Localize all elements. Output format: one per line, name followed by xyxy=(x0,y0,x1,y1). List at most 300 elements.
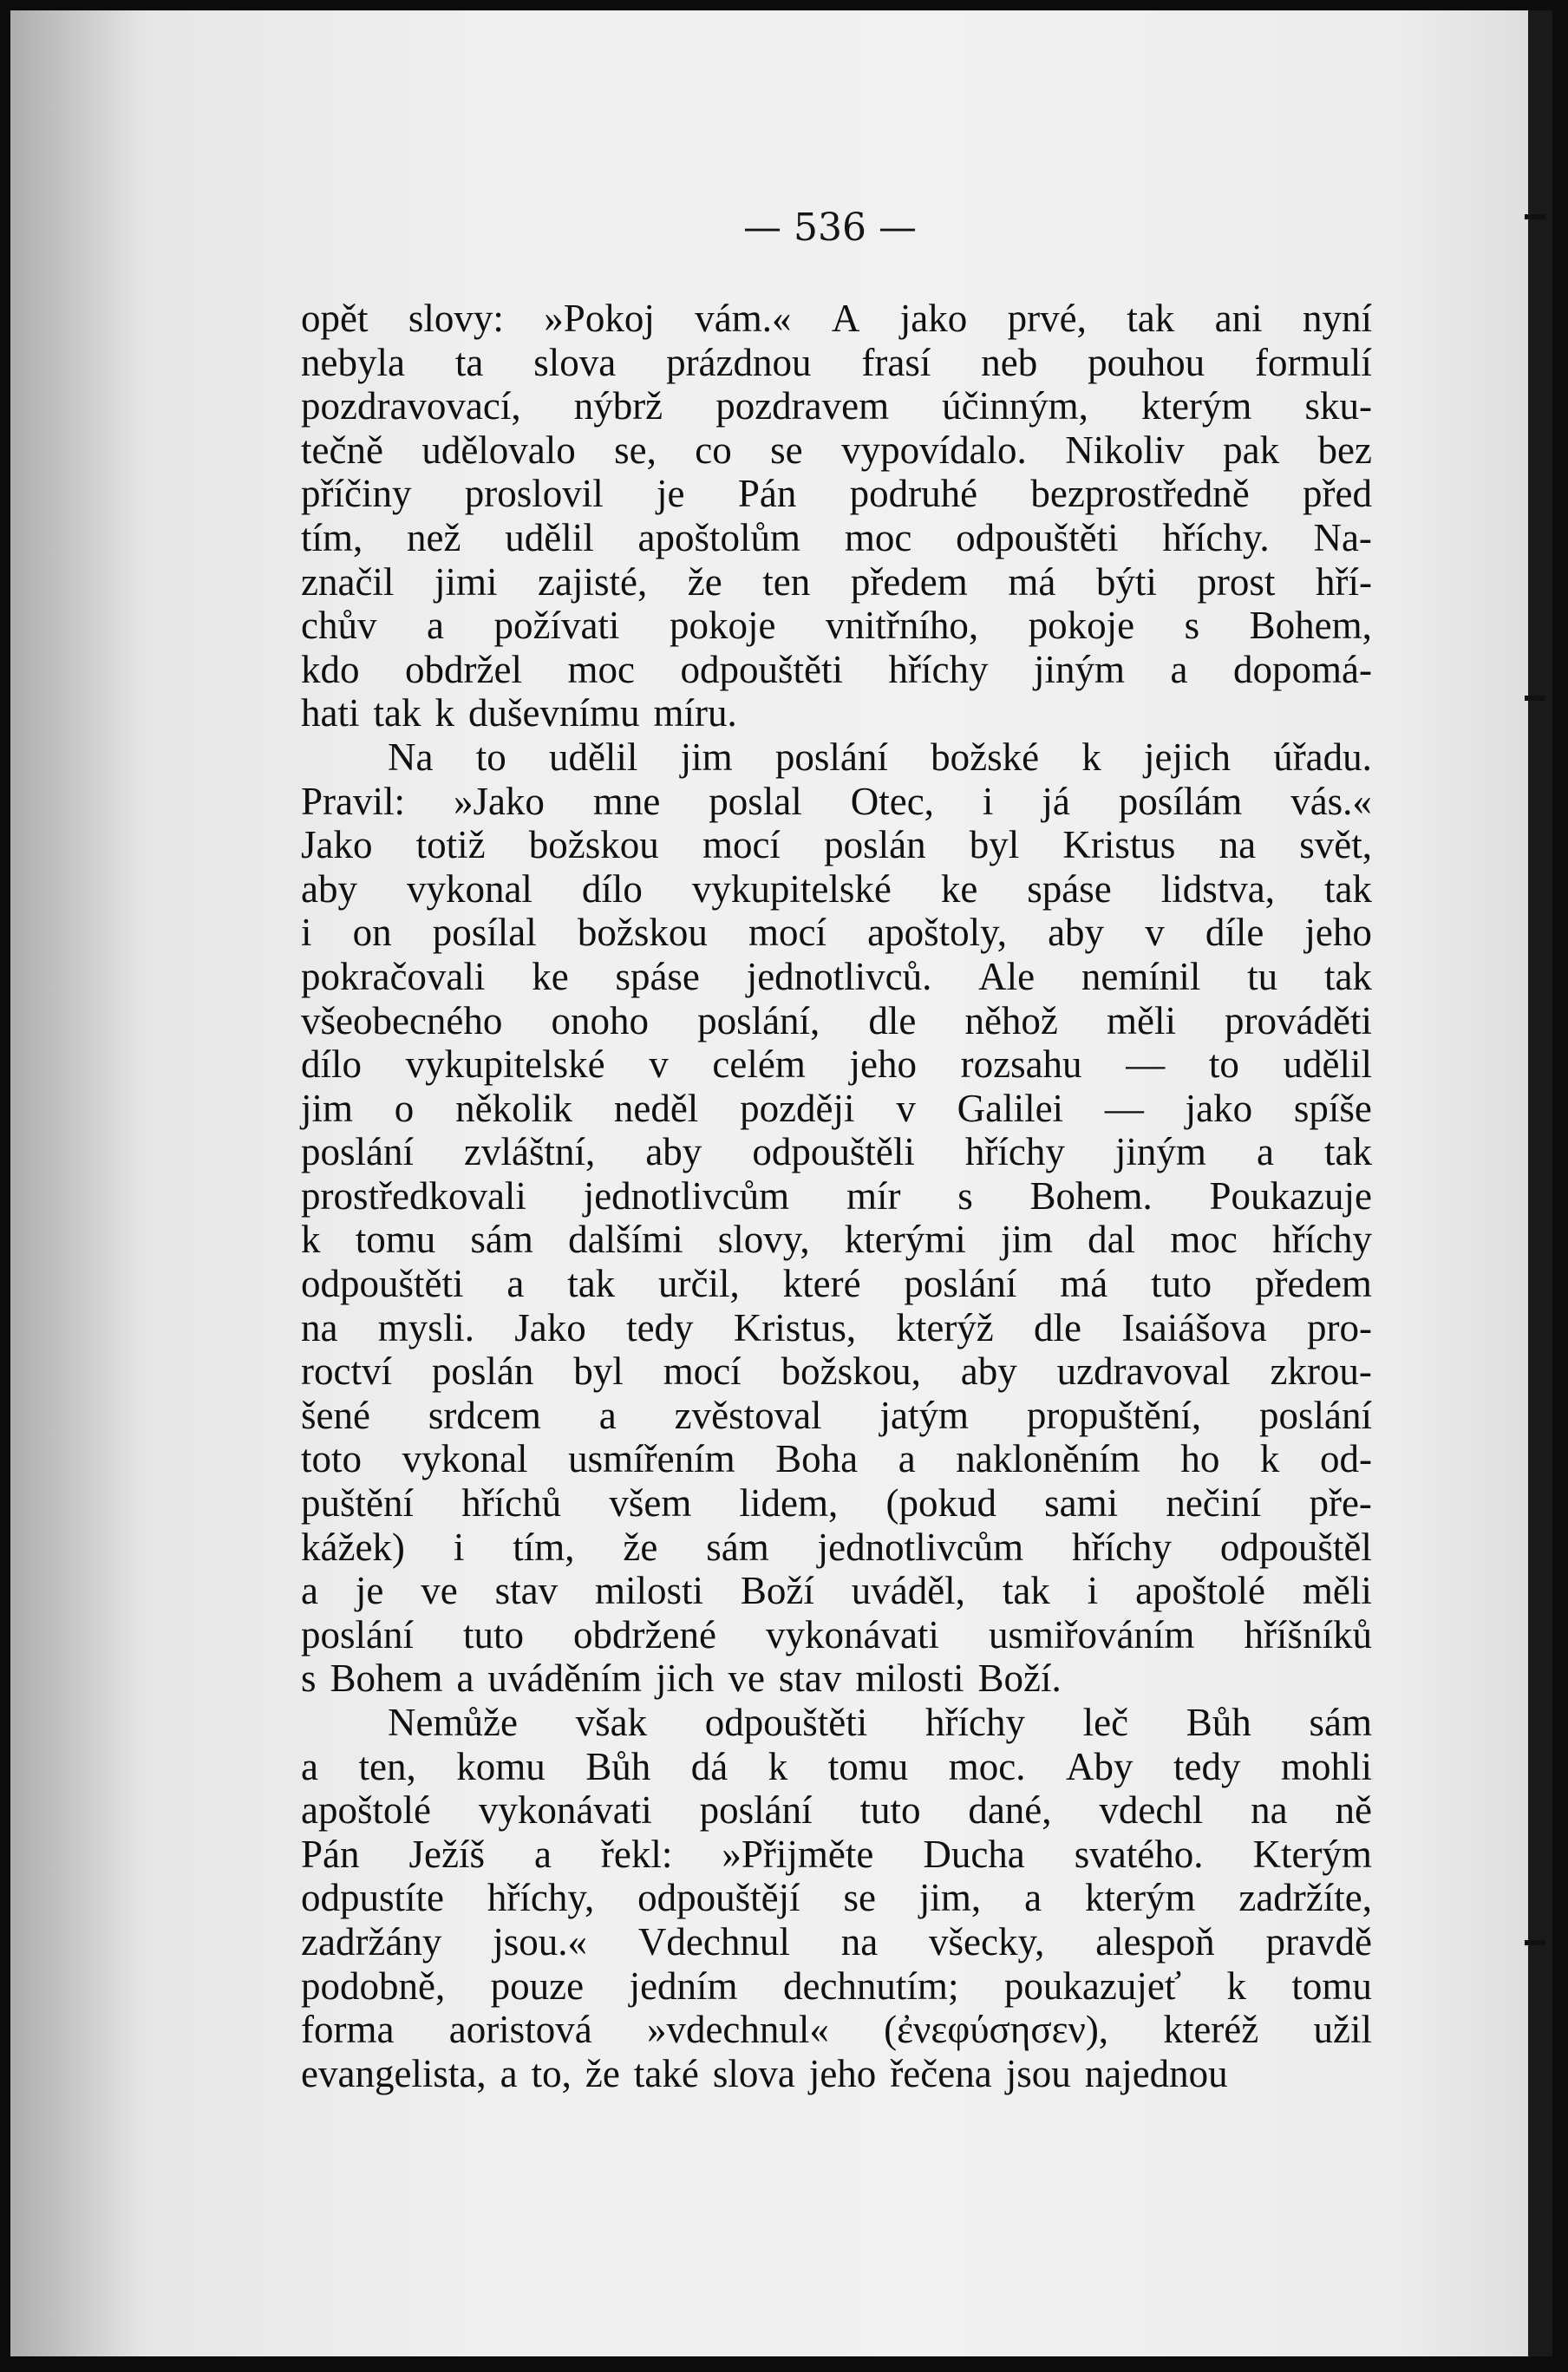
word: moc. xyxy=(948,1744,1026,1788)
word: předem xyxy=(1255,1262,1372,1306)
word: aoristová xyxy=(448,2008,592,2052)
text-line xyxy=(301,384,1372,428)
text-line xyxy=(301,1130,1372,1174)
word: i xyxy=(301,911,312,955)
word: nýbrž xyxy=(573,384,663,428)
word: udělil xyxy=(505,515,594,559)
word: jednotlivcům xyxy=(817,1525,1024,1569)
word: vykonal xyxy=(406,866,532,911)
word: formulí xyxy=(1254,340,1372,384)
word: prováděti xyxy=(1225,998,1372,1042)
text-line xyxy=(301,516,1372,560)
word: tuto xyxy=(859,1788,921,1833)
word: pouze xyxy=(490,1964,585,2008)
word: poslán xyxy=(431,1349,534,1394)
word: Jako xyxy=(514,1305,586,1349)
word: odpouštěl xyxy=(1219,1525,1372,1569)
word: jim xyxy=(301,1086,354,1130)
word: vykonávati xyxy=(478,1788,652,1833)
text-line xyxy=(301,1613,1372,1657)
word: svatého. xyxy=(1074,1832,1204,1876)
text-line xyxy=(301,1876,1372,1920)
word: užil xyxy=(1313,2008,1372,2052)
word: hříchy xyxy=(924,1701,1025,1744)
word: božskou, xyxy=(781,1349,921,1394)
word: dle xyxy=(868,998,917,1042)
word: ve xyxy=(728,1656,765,1701)
word: slova xyxy=(533,340,617,384)
word: jim xyxy=(680,735,733,779)
word: tak xyxy=(1323,954,1372,998)
word: k xyxy=(1226,1964,1246,2008)
word: Ježíš xyxy=(408,1832,485,1876)
word: se xyxy=(770,428,803,472)
word: milosti xyxy=(855,1656,964,1701)
text-line xyxy=(301,1087,1372,1131)
word: hří- xyxy=(1315,559,1372,604)
word: prázdnou xyxy=(666,340,812,384)
word: k xyxy=(768,1744,788,1788)
word: nečiní xyxy=(1166,1481,1262,1526)
word: jednotlivců. xyxy=(746,954,932,998)
word: na xyxy=(301,1305,338,1349)
word: kteréž xyxy=(1163,2008,1259,2052)
word: i xyxy=(1087,1569,1099,1613)
word: jako xyxy=(1185,1086,1253,1130)
word: vám.« xyxy=(695,297,792,340)
text-line xyxy=(301,1437,1372,1481)
word: předem xyxy=(850,559,968,604)
word: zajisté, xyxy=(538,559,648,604)
word: slovy, xyxy=(717,1218,810,1262)
text-line xyxy=(301,428,1372,473)
word: vykupitelské xyxy=(691,866,892,911)
word: komu xyxy=(456,1744,546,1788)
word: pokoje xyxy=(1028,604,1135,648)
word: a xyxy=(456,1656,474,1701)
word: Kterým xyxy=(1252,1832,1372,1876)
text-line xyxy=(301,1920,1372,1964)
word: tomu xyxy=(827,1744,909,1788)
word: tak xyxy=(1127,297,1175,340)
word: udělil xyxy=(1283,1042,1372,1087)
word: tuto xyxy=(463,1612,525,1656)
word: apoštoly, xyxy=(867,911,1007,955)
word: tak xyxy=(1323,866,1372,911)
word: mocí xyxy=(748,911,826,955)
word: on xyxy=(352,911,392,955)
word: odpouštěli xyxy=(752,1130,915,1174)
word: uváděl, xyxy=(851,1569,965,1613)
word: jiným xyxy=(1114,1130,1206,1174)
word: tečně xyxy=(301,428,383,472)
word: aby xyxy=(645,1130,702,1174)
word: zvěstoval xyxy=(674,1393,822,1437)
word: slovy: xyxy=(408,297,504,340)
word: odpouštějí xyxy=(637,1876,800,1920)
word: vás.« xyxy=(1290,779,1372,823)
word: odpouštěti xyxy=(680,647,843,691)
text-line xyxy=(301,1788,1372,1833)
paper-sheet xyxy=(10,10,1552,2356)
word: je xyxy=(355,1569,384,1613)
word: pro- xyxy=(1307,1305,1372,1349)
word: — xyxy=(1104,1086,1144,1130)
right-edge-strip xyxy=(1528,10,1552,2356)
word: k xyxy=(434,691,454,735)
word: požívati xyxy=(493,604,620,648)
text-line xyxy=(301,1569,1372,1613)
word: vykupitelské xyxy=(405,1042,605,1087)
word: Nikoliv xyxy=(1065,428,1185,472)
word: byl xyxy=(969,823,1020,867)
word: na xyxy=(840,1919,879,1964)
word: od- xyxy=(1319,1437,1372,1481)
word: všem xyxy=(609,1481,692,1526)
word: kterými xyxy=(844,1218,966,1262)
word: Ducha xyxy=(923,1832,1025,1876)
word: nebyla xyxy=(301,340,405,384)
word: jeho xyxy=(1304,911,1372,955)
word: odpouštěti xyxy=(301,1262,464,1306)
word: Pán xyxy=(301,1832,360,1876)
word: bez xyxy=(1317,428,1372,472)
word: že xyxy=(623,1525,658,1569)
word: posílám xyxy=(1118,779,1243,823)
word: (ἐνεφύσησεν), xyxy=(884,2008,1109,2052)
word: kterýž xyxy=(896,1305,994,1349)
word: božské xyxy=(931,735,1040,779)
word: dal xyxy=(1088,1218,1136,1262)
word: odpustíte xyxy=(301,1876,444,1920)
word: kterým xyxy=(1084,1876,1196,1920)
word: forma xyxy=(301,2008,395,2052)
word: však xyxy=(575,1701,648,1744)
word: sám xyxy=(1309,1701,1372,1744)
word: a xyxy=(301,1744,318,1788)
word: jimi xyxy=(434,559,498,604)
text-line xyxy=(301,955,1372,999)
text-line xyxy=(301,1174,1372,1219)
word: spáse xyxy=(1027,866,1112,911)
word: Pravil: xyxy=(301,779,405,823)
word: dle xyxy=(1034,1305,1082,1349)
word: tak xyxy=(373,691,421,735)
word: uzdravoval xyxy=(1056,1349,1231,1394)
word: obdržel xyxy=(405,647,522,691)
text-line xyxy=(301,1306,1372,1350)
word: jeho xyxy=(808,2051,877,2095)
word: všecky, xyxy=(929,1919,1045,1964)
word: značil xyxy=(301,559,395,604)
word: kdo xyxy=(301,647,360,691)
word: aby xyxy=(960,1349,1017,1394)
word: Otec, xyxy=(850,779,934,823)
text-line xyxy=(301,1349,1372,1394)
word: hříchy xyxy=(888,647,989,691)
text-line xyxy=(301,823,1372,867)
word: hříchy. xyxy=(1162,515,1270,559)
word: míru. xyxy=(653,691,737,735)
word: Boha xyxy=(775,1437,859,1481)
word: duševnímu xyxy=(467,691,640,735)
word: poslání xyxy=(301,1612,414,1656)
word: tak xyxy=(1002,1569,1050,1613)
word: i xyxy=(453,1525,465,1569)
word: zkrou- xyxy=(1270,1349,1372,1394)
word: moc xyxy=(567,647,635,691)
word: dílo xyxy=(581,866,643,911)
word: ten, xyxy=(358,1744,416,1788)
word: hříchy xyxy=(1272,1218,1372,1262)
word: usmířením xyxy=(568,1437,735,1481)
word: mír xyxy=(846,1173,901,1218)
word: božskou xyxy=(528,823,659,867)
word: díle xyxy=(1205,911,1264,955)
word: hati xyxy=(301,691,360,735)
word: evangelista, xyxy=(301,2051,487,2095)
word: se xyxy=(843,1876,877,1920)
text-line xyxy=(301,604,1372,648)
word: najednou xyxy=(1084,2051,1228,2095)
word: k xyxy=(1081,735,1101,779)
word: lidstva, xyxy=(1160,866,1275,911)
word: apoštolům xyxy=(637,515,801,559)
word: pravdě xyxy=(1265,1919,1372,1964)
word: poslán xyxy=(824,823,926,867)
word: jeho xyxy=(849,1042,917,1087)
word: odpouštěti xyxy=(704,1701,868,1744)
word: Bohem, xyxy=(1249,604,1372,648)
word: také xyxy=(633,2051,699,2095)
text-line xyxy=(301,1745,1372,1789)
word: jiným xyxy=(1033,647,1125,691)
word: poslání xyxy=(699,1788,813,1833)
text-line xyxy=(301,867,1372,912)
gutter-shadow xyxy=(10,10,149,2356)
word: dané, xyxy=(968,1788,1052,1833)
word: obdržené xyxy=(573,1612,716,1656)
word: — xyxy=(1126,1042,1166,1087)
word: neděl xyxy=(613,1086,699,1130)
word: mohli xyxy=(1280,1744,1372,1788)
word: Bohem. xyxy=(1029,1173,1153,1218)
word: úřadu. xyxy=(1273,735,1372,779)
word: sami xyxy=(1044,1481,1119,1526)
text-line xyxy=(301,2052,1372,2096)
word: vykonávati xyxy=(765,1612,939,1656)
edge-mark xyxy=(1525,1940,1545,1945)
edge-mark xyxy=(1525,214,1545,219)
word: božskou xyxy=(577,911,708,955)
word: poslání xyxy=(301,1130,414,1174)
word: jejich xyxy=(1144,735,1231,779)
word: prost xyxy=(1197,559,1276,604)
word: na xyxy=(1218,823,1257,867)
word: je xyxy=(657,472,685,516)
word: prostředkovali xyxy=(301,1173,526,1218)
text-line xyxy=(301,648,1372,692)
word: celém xyxy=(712,1042,806,1087)
word: Bohem xyxy=(330,1656,443,1701)
word: onoho xyxy=(551,998,649,1042)
word: k xyxy=(301,1218,321,1262)
word: tedy xyxy=(1173,1744,1241,1788)
word: na xyxy=(1251,1788,1288,1833)
word: tak xyxy=(1324,1130,1372,1174)
word: posílal xyxy=(432,911,537,955)
word: ten xyxy=(762,559,811,604)
text-line xyxy=(301,691,1372,735)
word: řekl: xyxy=(600,1832,673,1876)
word: prvé, xyxy=(1007,297,1087,340)
word: milosti xyxy=(594,1569,703,1613)
word: že xyxy=(687,559,722,604)
word: k xyxy=(1259,1437,1280,1481)
word: byl xyxy=(573,1349,624,1394)
word: Boží xyxy=(740,1569,814,1613)
word: usmiřováním xyxy=(988,1612,1195,1656)
word: tím, xyxy=(301,515,363,559)
word: vdechl xyxy=(1099,1788,1204,1833)
word: stav xyxy=(494,1569,559,1613)
word: Na xyxy=(388,735,434,779)
word: jsou.« xyxy=(493,1919,588,1964)
word: tak xyxy=(567,1262,616,1306)
word: moc xyxy=(844,515,912,559)
word: a xyxy=(1170,647,1188,691)
word: pouhou xyxy=(1088,340,1205,384)
word: toto xyxy=(301,1437,363,1481)
text-line xyxy=(301,1964,1372,2009)
word: příčiny xyxy=(301,472,412,516)
word: hříchy xyxy=(964,1130,1065,1174)
word: Kristus, xyxy=(733,1305,857,1349)
word: jednotlivcům xyxy=(583,1173,790,1218)
word: udělil xyxy=(548,735,638,779)
word: Isaiášova xyxy=(1121,1305,1267,1349)
word: bezprostředně xyxy=(1030,472,1250,516)
word: hříchy xyxy=(1072,1525,1173,1569)
text-line xyxy=(301,1701,1372,1745)
text-line xyxy=(301,1262,1372,1306)
word: nemínil xyxy=(1081,954,1201,998)
word: (pokud xyxy=(885,1481,996,1526)
word: podruhé xyxy=(849,472,978,516)
body-text xyxy=(301,297,1372,2095)
word: býti xyxy=(1095,559,1157,604)
word: poukazujeť xyxy=(1003,1964,1182,2008)
word: ve xyxy=(421,1569,458,1613)
word: »Jako xyxy=(453,779,545,823)
word: a xyxy=(426,604,444,648)
text-line xyxy=(301,1042,1372,1087)
text-line xyxy=(301,1394,1372,1438)
word: uváděním xyxy=(487,1656,642,1701)
word: alespoň xyxy=(1095,1919,1215,1964)
word: aby xyxy=(1048,911,1105,955)
word: v xyxy=(896,1086,916,1130)
word: dechnutím; xyxy=(782,1964,959,2008)
word: Na- xyxy=(1313,515,1372,559)
word: leč xyxy=(1082,1701,1129,1744)
word: neb xyxy=(981,340,1038,384)
word: se, xyxy=(614,428,657,472)
word: a xyxy=(898,1437,916,1481)
word: zvláštní, xyxy=(464,1130,596,1174)
word: ně xyxy=(1335,1788,1372,1833)
word: a xyxy=(598,1393,617,1437)
word: stav xyxy=(778,1656,842,1701)
word: pokračovali xyxy=(301,954,486,998)
text-line xyxy=(301,1218,1372,1262)
word: Bůh xyxy=(1186,1701,1251,1744)
text-line xyxy=(301,780,1372,824)
word: v xyxy=(1145,911,1165,955)
text-line xyxy=(301,1481,1372,1526)
word: roctví xyxy=(301,1349,392,1394)
word: mne xyxy=(592,779,661,823)
word: »Přijměte xyxy=(722,1832,874,1876)
word: puštění xyxy=(301,1481,414,1526)
word: srdcem xyxy=(428,1393,541,1437)
word: poslání, xyxy=(697,998,820,1042)
word: pře- xyxy=(1309,1481,1372,1526)
word: a xyxy=(1256,1130,1274,1174)
word: tu xyxy=(1247,954,1278,998)
word: Kristus xyxy=(1062,823,1176,867)
text-line xyxy=(301,297,1372,341)
word: proslovil xyxy=(464,472,604,516)
word: zadržíte, xyxy=(1238,1876,1372,1920)
text-line xyxy=(301,911,1372,955)
text-line xyxy=(301,735,1372,780)
word: rozsahu xyxy=(960,1042,1082,1087)
word: vnitřního, xyxy=(825,604,979,648)
word: to, xyxy=(531,2051,572,2095)
word: ani xyxy=(1214,297,1263,340)
word: ke xyxy=(940,866,978,911)
word: jatým xyxy=(879,1393,969,1437)
word: s xyxy=(957,1173,973,1218)
word: poslání xyxy=(1259,1393,1372,1437)
text-line xyxy=(301,560,1372,604)
word: Nemůže xyxy=(388,1701,518,1744)
word: frasí xyxy=(861,340,931,384)
word: poslání xyxy=(774,735,888,779)
word: měli xyxy=(1302,1569,1372,1613)
word: v xyxy=(649,1042,669,1087)
text-line xyxy=(301,472,1372,516)
word: o xyxy=(394,1086,415,1130)
word: měli xyxy=(1106,998,1176,1042)
word: několik xyxy=(455,1086,573,1130)
word: a xyxy=(1024,1876,1042,1920)
word: dílo xyxy=(301,1042,363,1087)
word: spíše xyxy=(1293,1086,1372,1130)
word: opět xyxy=(301,297,369,340)
word: tedy xyxy=(626,1305,694,1349)
edge-mark xyxy=(1525,696,1545,701)
word: nakloněním xyxy=(956,1437,1140,1481)
text-line xyxy=(301,1526,1372,1570)
word: řečena xyxy=(890,2051,992,2095)
word: Ale xyxy=(978,954,1036,998)
word: zadržány xyxy=(301,1919,442,1964)
word: mocí xyxy=(663,1349,742,1394)
word: dá xyxy=(690,1744,728,1788)
word: totiž xyxy=(415,823,486,867)
